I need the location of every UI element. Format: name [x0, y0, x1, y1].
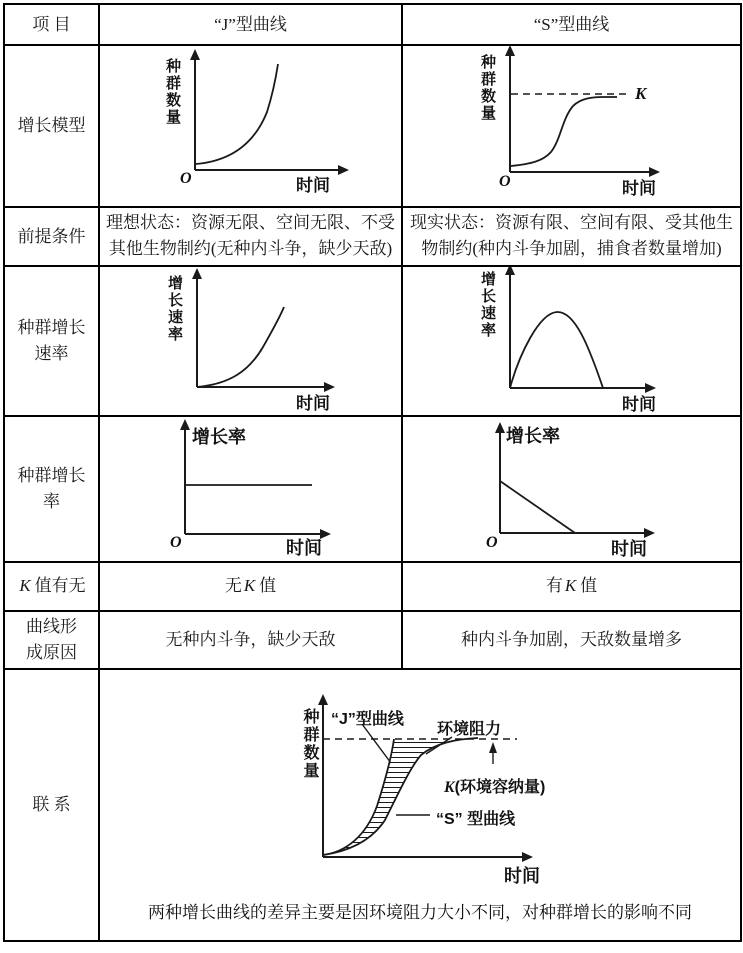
- j-rate-svg: [100, 418, 401, 560]
- y-arrow: [190, 49, 200, 60]
- row-relation: [4, 669, 741, 941]
- s-rate-chart: [403, 418, 740, 560]
- k-capacity-label: [444, 774, 545, 797]
- j-speed-axes: [197, 277, 326, 387]
- s-model-chart: [403, 46, 740, 206]
- y-axis-label: 种群数量: [479, 54, 496, 122]
- j-speed-curve: [197, 307, 284, 387]
- x-arrow: [338, 165, 349, 175]
- label-line2: 成原因: [26, 642, 77, 662]
- k-italic: K: [444, 778, 455, 796]
- cell-s-precondition: [402, 207, 741, 266]
- origin-label: O: [486, 533, 498, 551]
- j-rate-chart: [100, 418, 401, 560]
- header-item: 项 目: [4, 4, 99, 45]
- y-arrow: [180, 419, 190, 430]
- origin-label: O: [180, 170, 192, 187]
- s-model-svg: [403, 46, 738, 206]
- j-curve-path: [196, 64, 278, 164]
- cell-s-rate: [402, 416, 741, 562]
- y-axis-label: 增长速率: [479, 270, 496, 339]
- y-axis-label: 增长率: [192, 426, 246, 447]
- label-line2: 率: [43, 491, 60, 511]
- row-precondition: [4, 207, 741, 266]
- x-arrow: [522, 852, 533, 862]
- label-line1: 种群增长: [17, 466, 86, 486]
- combined-chart: [100, 670, 740, 940]
- origin-label: O: [499, 173, 511, 190]
- header-s-curve: “S”型曲线: [402, 4, 741, 45]
- y-axis-label: 种群数量: [301, 707, 318, 780]
- s-speed-curve: [510, 312, 603, 388]
- s-precondition-line2: 物制约(种内斗争加剧，捕食者数量增加): [421, 239, 722, 259]
- comparison-table: [3, 3, 742, 942]
- label-line2: 速率: [34, 343, 69, 363]
- y-arrow: [505, 46, 515, 56]
- j-model-svg: [100, 46, 401, 206]
- y-arrow: [495, 422, 505, 433]
- j-precondition-line2: 其他生物制约(无种内斗争，缺少天敌): [108, 239, 393, 259]
- s-speed-chart: [403, 267, 740, 415]
- header-row: [4, 4, 741, 45]
- row-curve-reason: [4, 611, 741, 669]
- cell-j-precondition: [99, 207, 402, 266]
- header-j-curve: “J”型曲线: [99, 4, 402, 45]
- x-axis-label: 时间: [286, 537, 322, 558]
- y-axis-label: 增长率: [506, 425, 560, 446]
- s-curve-path: [511, 97, 617, 166]
- k-paren: (环境容纳量): [454, 778, 546, 796]
- y-arrow: [318, 694, 328, 705]
- row-k-value: [4, 562, 741, 611]
- cell-s-model: [402, 45, 741, 207]
- cell-j-rate: [99, 416, 402, 562]
- cell-relation: [99, 669, 741, 941]
- k-pointer-arrow: [489, 742, 497, 753]
- k-label-rest: 值有无: [34, 576, 86, 596]
- j-k-prefix: 无: [224, 576, 242, 596]
- x-axis-label: 时间: [504, 865, 540, 886]
- k-label: K: [635, 84, 647, 103]
- s-model-axes: [510, 54, 651, 172]
- x-axis-label: 时间: [296, 176, 330, 195]
- cell-j-k-value: [99, 562, 402, 611]
- row-label-k-value: [4, 562, 99, 611]
- j-k-suffix: 值: [259, 576, 277, 596]
- origin-label: O: [170, 533, 182, 551]
- cell-j-reason: 无种内斗争，缺少天敌: [99, 611, 402, 669]
- s-speed-svg: [403, 267, 738, 415]
- y-axis-label: 种群数量: [164, 58, 181, 126]
- combined-svg: [100, 670, 741, 888]
- j-model-chart: [100, 46, 401, 206]
- j-precondition-line1: 理想状态：资源无限、空间无限、不受: [106, 213, 395, 232]
- k-italic: K: [243, 576, 256, 596]
- x-axis-label: 时间: [611, 538, 647, 559]
- row-label-growth-speed: [4, 266, 99, 416]
- row-label-relation: 联 系: [4, 669, 99, 941]
- j-model-axes: [195, 58, 340, 170]
- s-rate-svg: [403, 418, 738, 560]
- row-label-growth-model: 增长模型: [4, 45, 99, 207]
- label-line1: 种群增长: [17, 318, 86, 338]
- row-growth-rate: [4, 416, 741, 562]
- row-label-precondition: 前提条件: [4, 207, 99, 266]
- row-label-growth-rate: [4, 416, 99, 562]
- j-curve-label: “J”型曲线: [331, 710, 404, 728]
- s-curve-label: “S” 型曲线: [436, 810, 516, 828]
- relation-caption: 两种增长曲线的差异主要是因环境阻力大小不同，对种群增长的影响不同: [148, 902, 692, 922]
- y-arrow: [192, 268, 202, 279]
- cell-s-reason: 种内斗争加剧，天敌数量增多: [402, 611, 741, 669]
- s-k-suffix: 值: [580, 576, 598, 596]
- y-axis-label: 增长速率: [166, 274, 183, 343]
- x-axis-label: 时间: [622, 394, 656, 414]
- y-arrow: [505, 267, 515, 275]
- cell-j-model: [99, 45, 402, 207]
- row-growth-speed: [4, 266, 741, 416]
- j-speed-chart: [100, 267, 401, 415]
- environmental-resistance-label: 环境阻力: [437, 720, 502, 738]
- cell-j-speed: [99, 266, 402, 416]
- k-italic: K: [564, 576, 577, 596]
- cell-s-k-value: [402, 562, 741, 611]
- x-axis-label: 时间: [296, 393, 330, 413]
- s-k-prefix: 有: [545, 576, 563, 596]
- s-precondition-line1: 现实状态：资源有限、空间有限、受其他生: [410, 213, 733, 232]
- cell-s-speed: [402, 266, 741, 416]
- k-italic: K: [19, 576, 31, 596]
- row-growth-model: [4, 45, 741, 207]
- s-rate-decline-line: [500, 481, 575, 533]
- j-speed-svg: [100, 267, 401, 415]
- label-line1: 曲线形: [26, 617, 77, 637]
- row-label-curve-reason: [4, 611, 99, 669]
- x-axis-label: 时间: [622, 179, 656, 198]
